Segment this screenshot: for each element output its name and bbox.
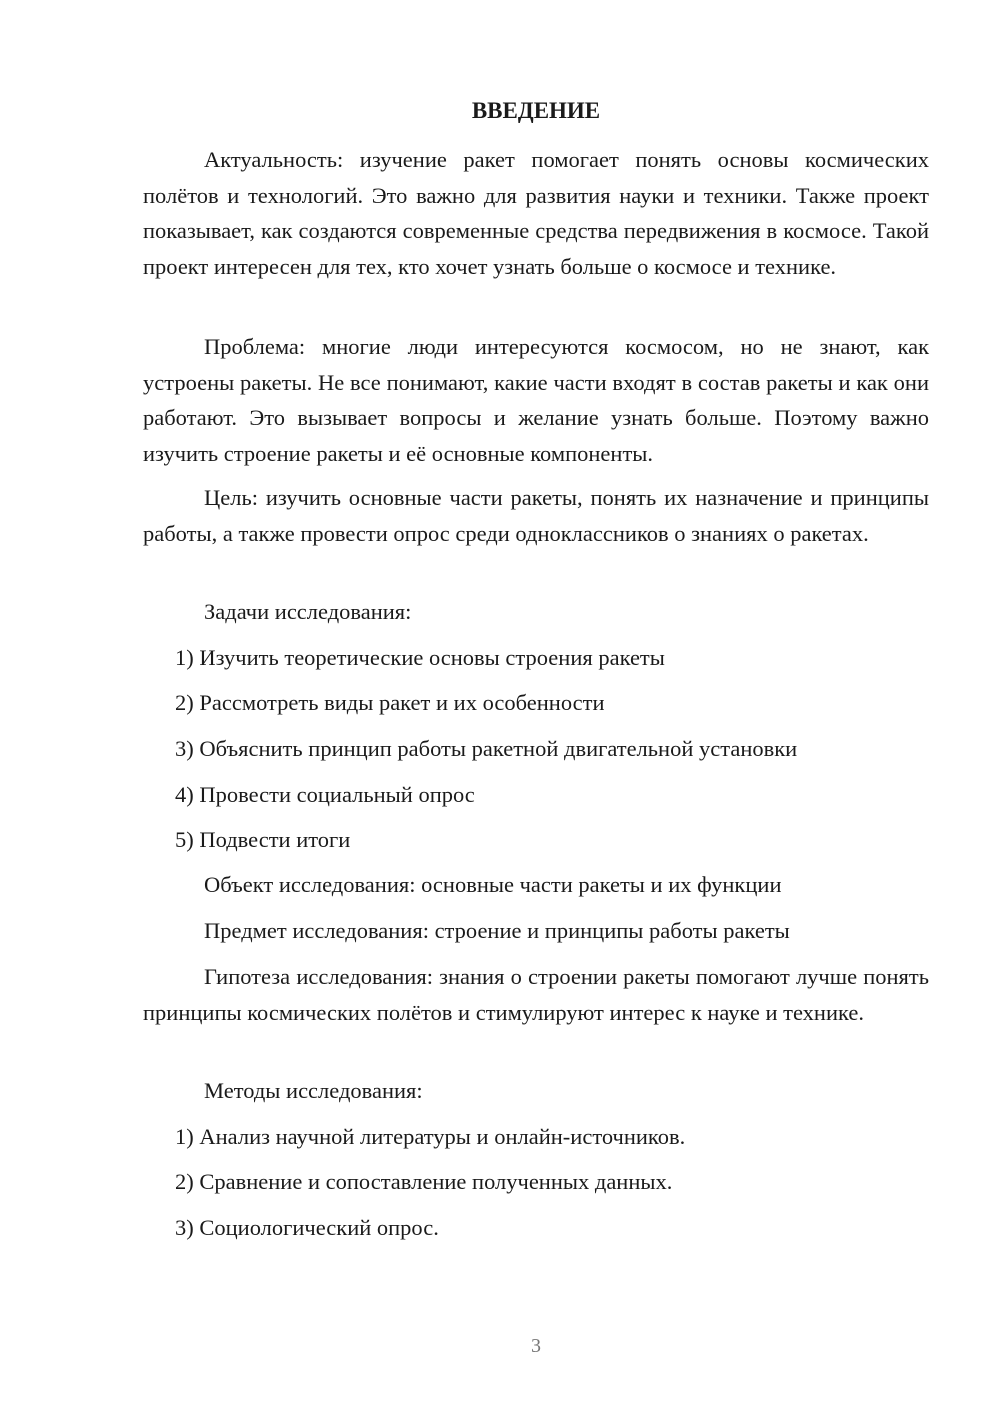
paragraph-hypothesis: Гипотеза исследования: знания о строении ракеты помогают лучше понять принципы космических полётов и стимулируют интерес к науке и технике.: [143, 964, 929, 1025]
list-item: 2) Сравнение и сопоставление полученных данных.: [175, 1169, 673, 1194]
tasks-title: Задачи исследования:: [204, 599, 412, 624]
page-number: 3: [531, 1335, 541, 1357]
paragraph-problem: Проблема: многие люди интересуются космосом, но не знают, как устроены ракеты. Не все понимают, какие части входят в состав ракеты и как они работают. Это вызывает вопросы и желание узнать больше. Поэтому важно изучить строение ракеты и её основные компоненты.: [143, 334, 929, 466]
research-object: Объект исследования: основные части ракеты и их функции: [204, 872, 782, 897]
page-heading: ВВЕДЕНИЕ: [471, 98, 601, 123]
research-subject: Предмет исследования: строение и принципы работы ракеты: [204, 918, 790, 943]
methods-title: Методы исследования:: [204, 1078, 423, 1103]
list-item: 3) Социологический опрос.: [175, 1215, 439, 1240]
list-item: 2) Рассмотреть виды ракет и их особенности: [175, 690, 605, 715]
list-item: 1) Изучить теоретические основы строения ракеты: [175, 645, 665, 670]
paragraph-goal: Цель: изучить основные части ракеты, понять их назначение и принципы работы, а также провести опрос среди одноклассников о знаниях о ракетах.: [143, 485, 929, 546]
list-item: 3) Объяснить принцип работы ракетной двигательной установки: [175, 736, 798, 761]
list-item: 4) Провести социальный опрос: [175, 782, 475, 807]
list-item: 1) Анализ научной литературы и онлайн-источников.: [175, 1124, 686, 1149]
paragraph-relevance: Актуальность: изучение ракет помогает понять основы космических полётов и технологий. Это важно для развития науки и техники. Также проект показывает, как создаются современные средства передвижения в космосе. Такой проект интересен для тех, кто хочет узнать больше о космосе и технике.: [143, 147, 929, 279]
list-item: 5) Подвести итоги: [175, 827, 351, 852]
